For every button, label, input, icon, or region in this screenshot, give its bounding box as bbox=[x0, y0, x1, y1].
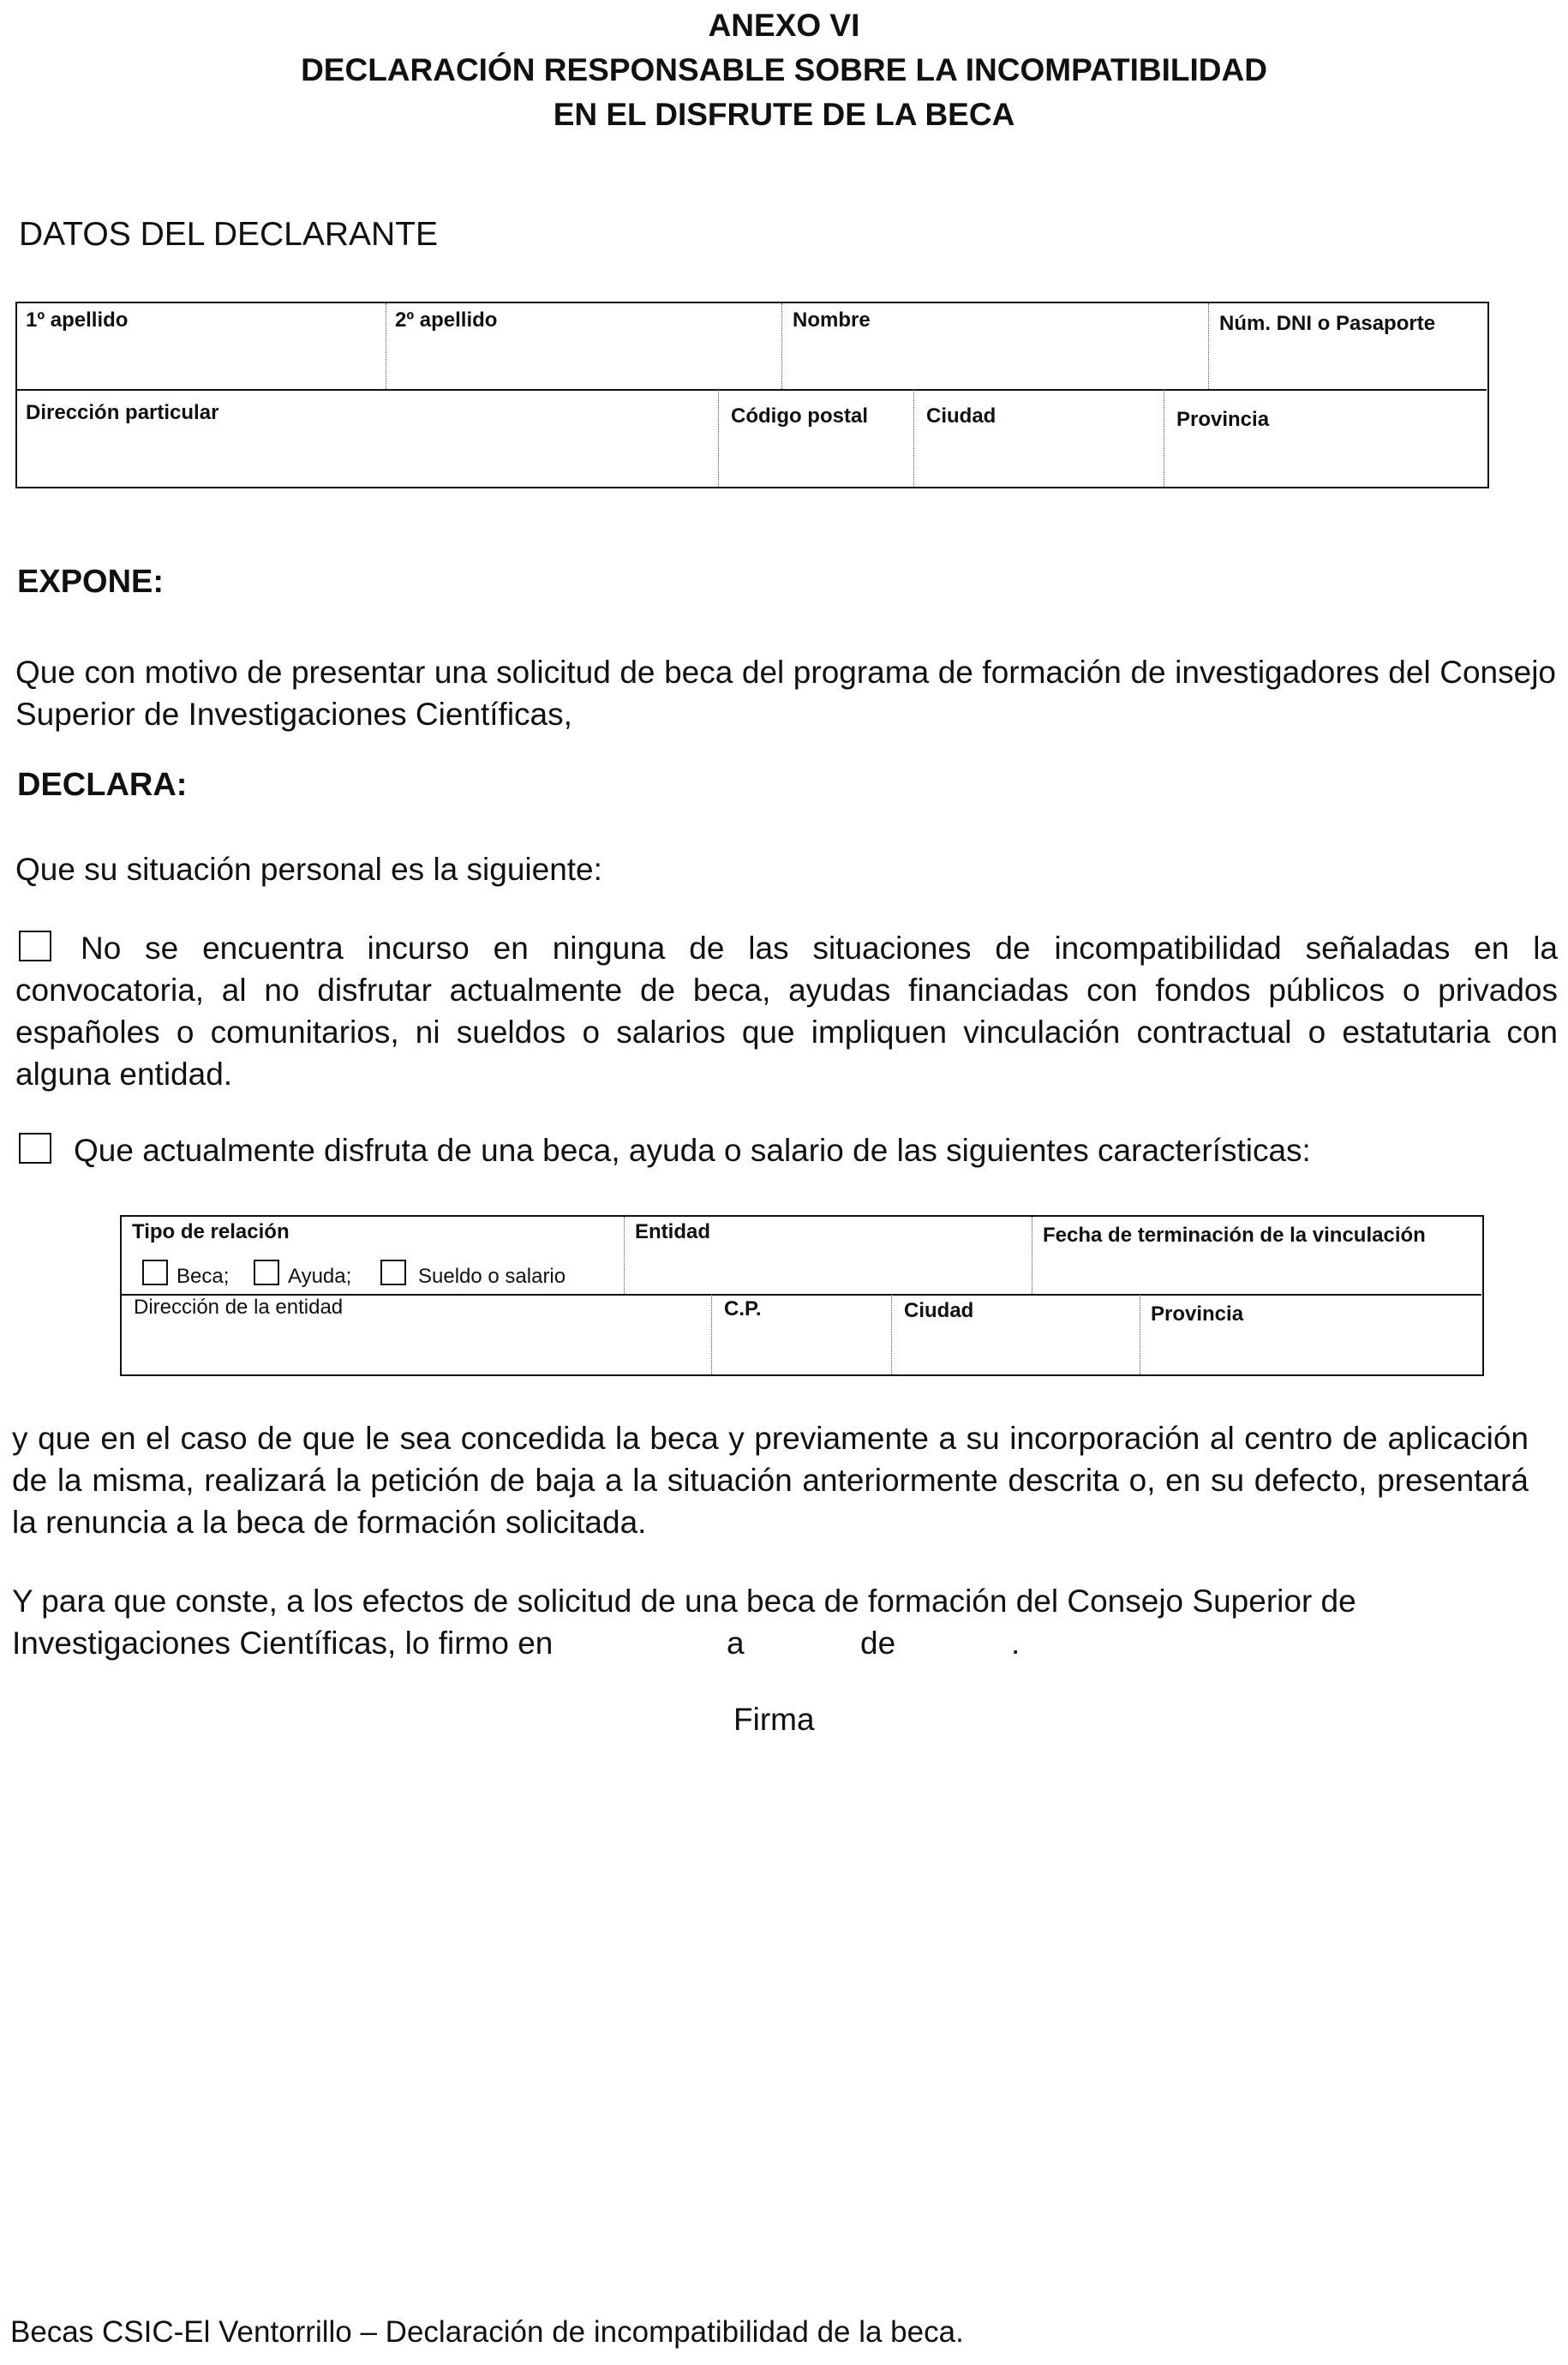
name-label: Nombre bbox=[793, 308, 871, 332]
option-current-grant-checkbox[interactable] bbox=[19, 1133, 51, 1164]
entity-province-label: Provincia bbox=[1151, 1302, 1244, 1326]
beca-checkbox[interactable] bbox=[142, 1260, 168, 1285]
postal-code-field[interactable] bbox=[718, 389, 913, 487]
annex-title: ANEXO VI bbox=[708, 8, 860, 43]
sueldo-label: Sueldo o salario bbox=[418, 1265, 566, 1288]
closing-statement-line1: Y para que conste, a los efectos de solicitud de una beca de formación del Consejo Superior de bbox=[12, 1584, 1356, 1619]
cp-field[interactable] bbox=[711, 1294, 891, 1374]
entity-field[interactable] bbox=[624, 1217, 1032, 1294]
cp-label: C.P. bbox=[724, 1297, 762, 1320]
relation-type-cell bbox=[122, 1217, 624, 1294]
end-date-field[interactable] bbox=[1032, 1217, 1481, 1294]
beca-label: Beca; bbox=[177, 1265, 230, 1288]
page-title: DECLARACIÓN RESPONSABLE SOBRE LA INCOMPATIBILIDAD bbox=[301, 52, 1267, 87]
sueldo-checkbox[interactable] bbox=[380, 1260, 406, 1285]
closing-statement-line2: Investigaciones Científicas, lo firmo en bbox=[12, 1626, 554, 1661]
footer-text: Becas CSIC-El Ventorrillo – Declaración de incompatibilidad de la beca. bbox=[10, 2315, 964, 2349]
address-field[interactable] bbox=[17, 389, 718, 487]
ayuda-checkbox[interactable] bbox=[254, 1260, 279, 1285]
province-field[interactable] bbox=[1164, 389, 1487, 487]
city-field[interactable] bbox=[913, 389, 1164, 487]
province-label: Provincia bbox=[1176, 408, 1270, 431]
declarant-section-title: DATOS DEL DECLARANTE bbox=[19, 216, 439, 253]
entity-province-field[interactable] bbox=[1140, 1294, 1481, 1374]
page-subtitle: EN EL DISFRUTE DE LA BECA bbox=[553, 97, 1015, 132]
entity-label: Entidad bbox=[635, 1220, 710, 1243]
postal-code-label: Código postal bbox=[731, 404, 868, 428]
id-number-field[interactable] bbox=[1208, 303, 1487, 389]
second-surname-field[interactable] bbox=[386, 303, 781, 389]
first-surname-field[interactable] bbox=[17, 303, 386, 389]
entity-address-field[interactable] bbox=[122, 1294, 711, 1374]
declarant-data-table bbox=[15, 302, 1489, 488]
signature-label: Firma bbox=[733, 1702, 815, 1737]
address-label: Dirección particular bbox=[26, 401, 219, 424]
declara-intro: Que su situación personal es la siguiente: bbox=[15, 852, 602, 887]
entity-address-label: Dirección de la entidad bbox=[134, 1296, 344, 1319]
entity-city-field[interactable] bbox=[891, 1294, 1140, 1374]
city-label: Ciudad bbox=[926, 404, 996, 428]
first-surname-label: 1º apellido bbox=[26, 308, 129, 332]
ayuda-label: Ayuda; bbox=[288, 1265, 352, 1288]
declara-heading: DECLARA: bbox=[17, 767, 188, 803]
relation-type-label: Tipo de relación bbox=[132, 1220, 290, 1243]
option-current-grant-text: Que actualmente disfruta de una beca, ayuda o salario de las siguientes características: bbox=[74, 1133, 1311, 1168]
expone-text: Que con motivo de presentar una solicitud de beca del programa de formación de investigadores del Consejo Superior de Investigaciones Científicas, bbox=[15, 655, 1556, 732]
date-a-word: a bbox=[727, 1626, 745, 1661]
id-number-label: Núm. DNI o Pasaporte bbox=[1219, 312, 1436, 335]
end-date-label: Fecha de terminación de la vinculación bbox=[1043, 1224, 1426, 1247]
second-surname-label: 2º apellido bbox=[395, 308, 498, 332]
relation-table bbox=[120, 1215, 1484, 1376]
option-no-incompatibility-text: No se encuentra incurso en ninguna de las situaciones de incompatibilidad señaladas en la convocatoria, al no disfrutar actualmente de beca, ayudas financiadas con fondos públicos o privados españoles o comunitarios, ni sueldos o salarios que impliquen vinculación contractual o estatutaria con alguna entidad. bbox=[15, 931, 1558, 1092]
expone-heading: EXPONE: bbox=[17, 564, 165, 600]
name-field[interactable] bbox=[781, 303, 1208, 389]
closing-paragraph: y que en el caso de que le sea concedida la beca y previamente a su incorporación al centro de aplicación de la misma, realizará la petición de baja a la situación anteriormente descrita o, en su defecto, presentará la renuncia a la beca de formación solicitada. bbox=[12, 1421, 1529, 1540]
date-de-word: de bbox=[860, 1626, 896, 1661]
entity-city-label: Ciudad bbox=[904, 1299, 974, 1322]
date-period: . bbox=[1011, 1626, 1020, 1661]
